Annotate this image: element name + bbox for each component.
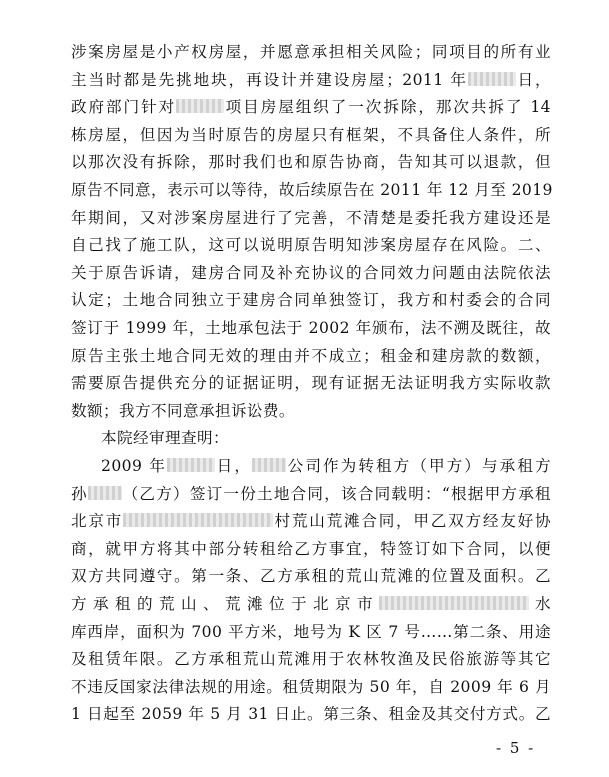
text-line: 库西岸，面积为 700 平方米，地号为 K 区 7 号……第二条、用途 (71, 622, 551, 641)
text-line: 原告主张土地合同无效的理由并不成立；租金和建房款的数额， (71, 346, 551, 365)
text-line: 认定；土地合同独立于建房合同单独签订，我方和村委会的合同 (71, 291, 551, 310)
section-heading: 本院经审理查明： (101, 429, 229, 448)
page-number: - 5 - (496, 739, 536, 757)
text-line: 政府部门针对 项目房屋组织了一次拆除，那次共拆了 14 (71, 98, 551, 117)
text-line: 涉案房屋是小产权房屋，并愿意承担相关风险；同项目的所有业 (71, 43, 551, 61)
text-line: 数额；我方不同意承担诉讼费。 (71, 401, 295, 420)
text-line: 孙 （乙方）签订一份土地合同，该合同载明：“根据甲方承租 (71, 484, 552, 503)
text-line: 需要原告提供充分的证据证明，现有证据无法证明我方实际收款 (71, 374, 551, 393)
redaction-block (88, 486, 122, 500)
text-line: 主当时都是先挑地块，再设计并建设房屋；2011 年 日， (71, 70, 551, 89)
text-line: 签订于 1999 年，土地承包法于 2002 年颁布，法不溯及既往，故 (71, 319, 551, 337)
text-line: 自己找了施工队，这可以说明原告明知涉案房屋存在风险。二、 (71, 236, 551, 255)
text-line: 双方共同遵守。第一条、乙方承租的荒山荒滩的位置及面积。乙 (71, 567, 551, 586)
text-line: 2009 年 日， 公司作为转租方（甲方）与承租方 (101, 457, 551, 475)
text-line: 北京市 村荒山荒滩合同，甲乙双方经友好协 (71, 512, 551, 531)
text-line: 商，就甲方将其中部分转租给乙方事宜，特签订如下合同，以便 (71, 539, 551, 558)
text-line: 年期间，又对涉案房屋进行了完善，不清楚是委托我方建设还是 (71, 208, 551, 227)
text-line: 不违反国家法律法规的用途。租赁期限为 50 年，自 2009 年 6 月 (71, 677, 551, 696)
redaction-block (252, 458, 286, 472)
text-line: 原告不同意，表示可以等待，故后续原告在 2011 年 12 月至 2019 (71, 181, 553, 199)
text-line: 方承租的荒山、荒滩位于北京市 水 (71, 595, 551, 613)
text-line: 关于原告诉请，建房合同及补充协议的合同效力问题由法院依法 (71, 263, 551, 282)
text-line: 及租赁年限。乙方承租荒山荒滩用于农林牧渔及民俗旅游等其它 (71, 650, 551, 669)
redaction-block (379, 596, 529, 610)
redaction-block (167, 458, 215, 472)
text-line: 以那次没有拆除，那时我们也和原告协商，告知其可以退款，但 (71, 153, 551, 172)
redaction-block (123, 513, 273, 527)
text-line: 栋房屋，但因为当时原告的房屋只有框架，不具备住人条件，所 (71, 125, 551, 144)
redaction-block (468, 72, 516, 86)
redaction-block (176, 99, 224, 113)
text-line: 1 日起至 2059 年 5 月 31 日止。第三条、租金及其交付方式。乙 (71, 705, 551, 724)
